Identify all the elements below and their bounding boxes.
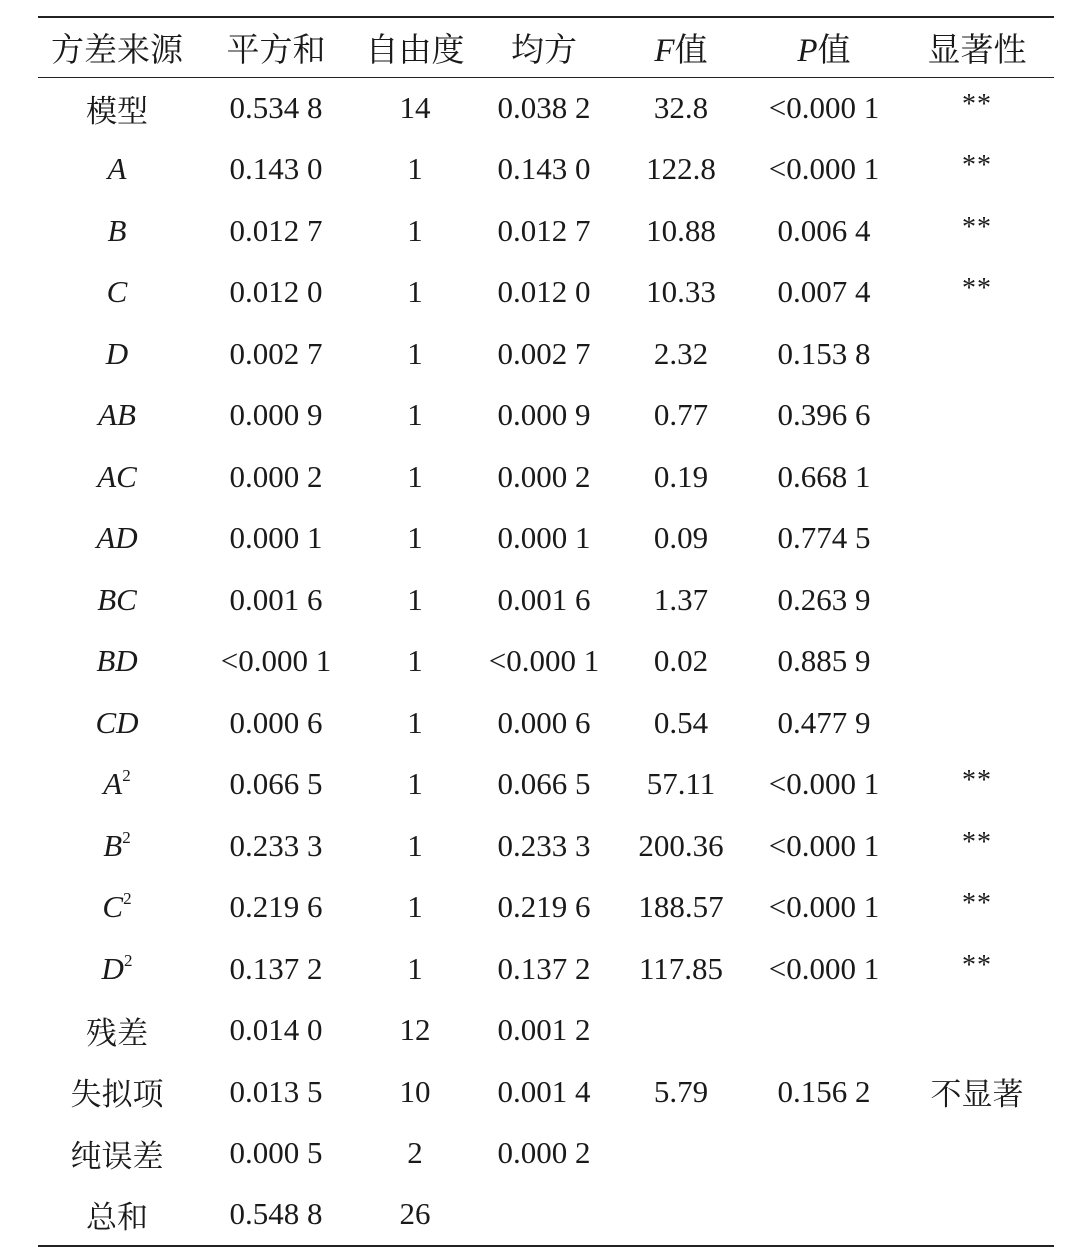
cell-degrees-of-freedom — [356, 569, 474, 631]
cell-f-value — [614, 508, 748, 570]
cell-f-value-text: 0.09 — [653, 520, 709, 556]
cell-source — [38, 446, 196, 508]
cell-f-value — [614, 1123, 748, 1185]
cell-f-value — [614, 877, 748, 939]
cell-source-superscript: 2 — [123, 950, 133, 970]
cell-mean-square — [474, 200, 614, 262]
cell-sum-of-squares — [196, 77, 356, 139]
cell-source — [38, 815, 196, 877]
cell-degrees-of-freedom-text: 1 — [407, 889, 423, 925]
cell-degrees-of-freedom-text: 1 — [407, 643, 423, 679]
cell-sum-of-squares-text: 0.066 5 — [229, 766, 323, 802]
cell-sum-of-squares-text: 0.219 6 — [229, 889, 323, 925]
cell-p-value-text: 0.153 8 — [777, 335, 871, 371]
cell-f-value — [614, 569, 748, 631]
cell-mean-square-text: 0.066 5 — [497, 766, 591, 802]
cell-sum-of-squares — [196, 262, 356, 324]
cell-significance-text: ** — [962, 211, 992, 243]
cell-mean-square-text: 0.143 0 — [497, 151, 591, 187]
cell-significance-text: ** — [962, 765, 992, 797]
cell-source — [38, 262, 196, 324]
cell-source-text: C — [106, 274, 128, 310]
cell-source — [38, 1184, 196, 1246]
header-significance: 显著性 — [900, 17, 1054, 77]
cell-degrees-of-freedom-text: 1 — [407, 458, 423, 494]
cell-p-value — [748, 139, 900, 201]
cell-significance — [900, 385, 1054, 447]
cell-p-value-text: 0.156 2 — [777, 1073, 871, 1109]
cell-mean-square — [474, 1061, 614, 1123]
cell-p-value-text: <0.000 1 — [768, 151, 880, 187]
table-row — [38, 815, 1054, 877]
cell-degrees-of-freedom — [356, 323, 474, 385]
table-row — [38, 938, 1054, 1000]
cell-mean-square-text: 0.233 3 — [497, 827, 591, 863]
cell-mean-square-text: 0.000 1 — [497, 520, 591, 556]
cell-sum-of-squares — [196, 139, 356, 201]
cell-sum-of-squares — [196, 446, 356, 508]
cell-sum-of-squares — [196, 1184, 356, 1246]
cell-significance-text: 不显著 — [930, 1077, 1024, 1113]
cell-degrees-of-freedom-text: 1 — [407, 950, 423, 986]
cell-sum-of-squares-text: 0.014 0 — [229, 1012, 323, 1048]
cell-f-value — [614, 139, 748, 201]
cell-source-text: B — [103, 827, 123, 863]
cell-p-value — [748, 815, 900, 877]
cell-mean-square — [474, 754, 614, 816]
cell-sum-of-squares-text: 0.012 0 — [229, 274, 323, 310]
cell-mean-square-text: 0.000 6 — [497, 704, 591, 740]
cell-degrees-of-freedom — [356, 692, 474, 754]
cell-degrees-of-freedom-text: 1 — [407, 581, 423, 617]
cell-sum-of-squares-text: 0.000 2 — [229, 458, 323, 494]
cell-f-value-text: 200.36 — [638, 827, 724, 863]
cell-significance — [900, 200, 1054, 262]
table-row — [38, 262, 1054, 324]
table-row — [38, 200, 1054, 262]
cell-p-value — [748, 938, 900, 1000]
cell-f-value-text: 188.57 — [638, 889, 724, 925]
cell-degrees-of-freedom — [356, 1184, 474, 1246]
header-p-value: P值 — [748, 17, 900, 77]
header-degrees-of-freedom: 自由度 — [356, 17, 474, 77]
cell-source-text: BC — [97, 581, 137, 617]
cell-source — [38, 77, 196, 139]
cell-mean-square-text: 0.012 0 — [497, 274, 591, 310]
cell-p-value-text: 0.396 6 — [777, 397, 871, 433]
cell-source — [38, 569, 196, 631]
cell-p-value — [748, 754, 900, 816]
table-row — [38, 754, 1054, 816]
cell-degrees-of-freedom — [356, 815, 474, 877]
cell-sum-of-squares — [196, 385, 356, 447]
cell-sum-of-squares — [196, 631, 356, 693]
cell-f-value — [614, 200, 748, 262]
anova-table — [38, 16, 1054, 1247]
cell-source — [38, 938, 196, 1000]
cell-f-value-text: 0.02 — [653, 643, 709, 679]
cell-degrees-of-freedom-text: 1 — [407, 335, 423, 371]
cell-f-value-text: 57.11 — [646, 766, 716, 802]
cell-p-value-text: 0.263 9 — [777, 581, 871, 617]
table-row — [38, 569, 1054, 631]
cell-p-value-text: 0.007 4 — [777, 274, 871, 310]
cell-significance — [900, 569, 1054, 631]
cell-source — [38, 877, 196, 939]
cell-p-value-text: 0.006 4 — [777, 212, 871, 248]
cell-degrees-of-freedom — [356, 77, 474, 139]
table-row — [38, 877, 1054, 939]
cell-source — [38, 631, 196, 693]
cell-source — [38, 323, 196, 385]
cell-source-text: 失拟项 — [70, 1077, 164, 1113]
header-f-value: F值 — [614, 17, 748, 77]
cell-degrees-of-freedom — [356, 1061, 474, 1123]
cell-p-value-text: 0.885 9 — [777, 643, 871, 679]
cell-degrees-of-freedom — [356, 385, 474, 447]
cell-degrees-of-freedom-text: 1 — [407, 397, 423, 433]
cell-mean-square — [474, 1000, 614, 1062]
cell-sum-of-squares-text: 0.534 8 — [229, 90, 323, 125]
cell-significance — [900, 1061, 1054, 1123]
cell-mean-square — [474, 631, 614, 693]
cell-degrees-of-freedom-text: 10 — [399, 1073, 431, 1109]
cell-p-value-text: <0.000 1 — [768, 950, 880, 986]
cell-significance — [900, 1000, 1054, 1062]
cell-significance-text: ** — [962, 949, 992, 981]
cell-p-value — [748, 323, 900, 385]
cell-source-text: B — [107, 212, 127, 248]
cell-f-value — [614, 1000, 748, 1062]
table-row — [38, 1184, 1054, 1246]
cell-p-value-text: <0.000 1 — [768, 90, 880, 125]
cell-mean-square — [474, 877, 614, 939]
cell-significance-text: ** — [962, 273, 992, 305]
cell-source-text: C — [102, 889, 124, 925]
cell-source — [38, 754, 196, 816]
cell-mean-square — [474, 385, 614, 447]
cell-p-value — [748, 1123, 900, 1185]
cell-f-value — [614, 938, 748, 1000]
header-sum-of-squares: 平方和 — [196, 17, 356, 77]
cell-source-text: 纯误差 — [70, 1138, 164, 1174]
cell-sum-of-squares — [196, 938, 356, 1000]
cell-p-value — [748, 262, 900, 324]
cell-p-value — [748, 1184, 900, 1246]
cell-degrees-of-freedom — [356, 754, 474, 816]
header-row — [38, 17, 1054, 77]
cell-sum-of-squares-text: 0.000 6 — [229, 704, 323, 740]
cell-sum-of-squares — [196, 815, 356, 877]
cell-sum-of-squares — [196, 200, 356, 262]
table-row — [38, 1061, 1054, 1123]
cell-significance — [900, 754, 1054, 816]
cell-f-value-text: 10.88 — [646, 212, 716, 248]
cell-mean-square-text: <0.000 1 — [488, 643, 600, 679]
cell-significance — [900, 323, 1054, 385]
cell-mean-square-text: 0.012 7 — [497, 212, 591, 248]
cell-f-value — [614, 323, 748, 385]
cell-sum-of-squares — [196, 323, 356, 385]
table-row — [38, 508, 1054, 570]
cell-degrees-of-freedom-text: 1 — [407, 827, 423, 863]
cell-sum-of-squares-text: <0.000 1 — [220, 643, 332, 679]
cell-degrees-of-freedom — [356, 508, 474, 570]
cell-mean-square — [474, 938, 614, 1000]
cell-significance-text: ** — [962, 826, 992, 858]
cell-significance — [900, 139, 1054, 201]
cell-p-value — [748, 569, 900, 631]
cell-degrees-of-freedom-text: 1 — [407, 274, 423, 310]
cell-sum-of-squares — [196, 754, 356, 816]
cell-p-value — [748, 508, 900, 570]
cell-source — [38, 1061, 196, 1123]
cell-degrees-of-freedom-text: 14 — [399, 90, 431, 125]
cell-sum-of-squares — [196, 569, 356, 631]
cell-mean-square — [474, 139, 614, 201]
cell-p-value — [748, 200, 900, 262]
cell-source-text: 模型 — [86, 93, 148, 129]
table-row — [38, 139, 1054, 201]
header-mean-square: 均方 — [474, 17, 614, 77]
cell-p-value — [748, 631, 900, 693]
cell-sum-of-squares — [196, 1061, 356, 1123]
cell-degrees-of-freedom — [356, 1123, 474, 1185]
cell-f-value — [614, 754, 748, 816]
cell-p-value — [748, 692, 900, 754]
cell-sum-of-squares-text: 0.012 7 — [229, 212, 323, 248]
cell-mean-square-text: 0.038 2 — [497, 90, 591, 125]
cell-mean-square — [474, 692, 614, 754]
cell-source-superscript: 2 — [123, 889, 132, 909]
cell-mean-square — [474, 508, 614, 570]
cell-source-superscript: 2 — [122, 827, 131, 847]
cell-p-value-text: 0.668 1 — [777, 458, 871, 494]
cell-source-text: 总和 — [86, 1199, 148, 1235]
table-row — [38, 385, 1054, 447]
cell-p-value-text: 0.774 5 — [777, 520, 871, 556]
cell-p-value — [748, 77, 900, 139]
cell-p-value — [748, 446, 900, 508]
cell-sum-of-squares-text: 0.013 5 — [229, 1073, 323, 1109]
cell-p-value-text: <0.000 1 — [768, 766, 880, 802]
cell-f-value — [614, 1184, 748, 1246]
cell-mean-square-text: 0.001 6 — [497, 581, 591, 617]
cell-sum-of-squares-text: 0.000 5 — [229, 1135, 323, 1171]
cell-mean-square — [474, 77, 614, 139]
cell-source-text: AD — [96, 520, 138, 556]
cell-significance — [900, 508, 1054, 570]
cell-f-value-text: 10.33 — [646, 274, 716, 310]
cell-degrees-of-freedom-text: 1 — [407, 212, 423, 248]
cell-f-value — [614, 631, 748, 693]
anova-table-container — [38, 16, 1054, 1247]
cell-f-value — [614, 446, 748, 508]
cell-source-text: CD — [95, 704, 139, 740]
cell-degrees-of-freedom-text: 1 — [407, 520, 423, 556]
cell-f-value — [614, 262, 748, 324]
cell-p-value — [748, 385, 900, 447]
cell-mean-square-text: 0.001 4 — [497, 1073, 591, 1109]
cell-mean-square-text: 0.000 2 — [497, 1135, 591, 1171]
cell-source-text: A — [107, 151, 127, 187]
cell-degrees-of-freedom — [356, 631, 474, 693]
cell-f-value — [614, 385, 748, 447]
cell-degrees-of-freedom — [356, 139, 474, 201]
cell-degrees-of-freedom — [356, 262, 474, 324]
cell-p-value-text: <0.000 1 — [768, 889, 880, 925]
cell-degrees-of-freedom-text: 12 — [399, 1012, 431, 1048]
cell-mean-square-text: 0.001 2 — [497, 1012, 591, 1048]
cell-significance — [900, 631, 1054, 693]
cell-mean-square — [474, 569, 614, 631]
cell-degrees-of-freedom — [356, 938, 474, 1000]
cell-mean-square — [474, 323, 614, 385]
cell-sum-of-squares-text: 0.001 6 — [229, 581, 323, 617]
table-row — [38, 1000, 1054, 1062]
header-source: 方差来源 — [38, 17, 196, 77]
cell-source — [38, 139, 196, 201]
cell-f-value-text: 0.77 — [653, 397, 709, 433]
cell-significance — [900, 1123, 1054, 1185]
cell-source — [38, 508, 196, 570]
cell-f-value — [614, 815, 748, 877]
cell-sum-of-squares — [196, 692, 356, 754]
cell-sum-of-squares-text: 0.137 2 — [229, 950, 323, 986]
cell-mean-square-text: 0.000 9 — [497, 397, 591, 433]
table-row — [38, 323, 1054, 385]
cell-f-value-text: 0.54 — [653, 704, 709, 740]
cell-sum-of-squares — [196, 508, 356, 570]
cell-source — [38, 200, 196, 262]
cell-f-value-text: 5.79 — [653, 1073, 709, 1109]
cell-f-value-text: 117.85 — [638, 950, 724, 986]
cell-f-value-text: 122.8 — [646, 151, 716, 187]
cell-sum-of-squares — [196, 1000, 356, 1062]
cell-significance — [900, 877, 1054, 939]
cell-f-value-text: 0.19 — [653, 458, 709, 494]
table-row — [38, 77, 1054, 139]
cell-source-text: BD — [96, 643, 138, 679]
cell-p-value-text: <0.000 1 — [768, 827, 880, 863]
cell-f-value — [614, 1061, 748, 1123]
cell-source — [38, 385, 196, 447]
cell-source-text: AC — [97, 458, 137, 494]
cell-degrees-of-freedom-text: 26 — [399, 1196, 431, 1232]
cell-significance — [900, 1184, 1054, 1246]
cell-significance — [900, 77, 1054, 139]
cell-p-value — [748, 1000, 900, 1062]
cell-degrees-of-freedom — [356, 446, 474, 508]
cell-degrees-of-freedom — [356, 200, 474, 262]
cell-degrees-of-freedom — [356, 1000, 474, 1062]
table-row — [38, 1123, 1054, 1185]
cell-f-value — [614, 77, 748, 139]
cell-sum-of-squares-text: 0.143 0 — [229, 151, 323, 187]
cell-source-text: A — [103, 766, 123, 802]
cell-mean-square — [474, 815, 614, 877]
cell-degrees-of-freedom-text: 1 — [407, 704, 423, 740]
table-row — [38, 692, 1054, 754]
cell-sum-of-squares — [196, 1123, 356, 1185]
cell-f-value-text: 2.32 — [653, 335, 709, 371]
cell-mean-square-text: 0.137 2 — [497, 950, 591, 986]
cell-degrees-of-freedom-text: 1 — [407, 766, 423, 802]
cell-significance — [900, 815, 1054, 877]
cell-source-text: AB — [98, 397, 136, 433]
cell-mean-square — [474, 262, 614, 324]
cell-significance-text: ** — [962, 888, 992, 920]
table-row — [38, 446, 1054, 508]
cell-f-value-text: 32.8 — [653, 90, 709, 125]
cell-source-text: D — [105, 335, 129, 371]
cell-p-value — [748, 1061, 900, 1123]
cell-f-value — [614, 692, 748, 754]
cell-significance — [900, 446, 1054, 508]
cell-mean-square-text: 0.002 7 — [497, 335, 591, 371]
cell-f-value-text: 1.37 — [653, 581, 709, 617]
cell-source — [38, 1000, 196, 1062]
cell-mean-square — [474, 446, 614, 508]
cell-sum-of-squares — [196, 877, 356, 939]
cell-significance — [900, 692, 1054, 754]
cell-significance-text: ** — [962, 150, 992, 182]
cell-mean-square — [474, 1123, 614, 1185]
table-row — [38, 631, 1054, 693]
cell-sum-of-squares-text: 0.233 3 — [229, 827, 323, 863]
cell-source-text: 残差 — [86, 1015, 148, 1051]
cell-source-text: D — [101, 950, 124, 986]
cell-degrees-of-freedom — [356, 877, 474, 939]
cell-source-superscript: 2 — [122, 766, 131, 786]
table-body — [38, 77, 1054, 1246]
cell-significance — [900, 262, 1054, 324]
cell-p-value-text: 0.477 9 — [777, 704, 871, 740]
cell-degrees-of-freedom-text: 2 — [407, 1135, 423, 1171]
cell-mean-square — [474, 1184, 614, 1246]
cell-sum-of-squares-text: 0.002 7 — [229, 335, 323, 371]
cell-significance — [900, 938, 1054, 1000]
cell-source — [38, 1123, 196, 1185]
cell-degrees-of-freedom-text: 1 — [407, 151, 423, 187]
cell-sum-of-squares-text: 0.000 9 — [229, 397, 323, 433]
cell-sum-of-squares-text: 0.000 1 — [229, 520, 323, 556]
cell-p-value — [748, 877, 900, 939]
cell-significance-text: ** — [962, 89, 992, 120]
cell-mean-square-text: 0.219 6 — [497, 889, 591, 925]
cell-sum-of-squares-text: 0.548 8 — [229, 1196, 323, 1232]
cell-mean-square-text: 0.000 2 — [497, 458, 591, 494]
cell-source — [38, 692, 196, 754]
